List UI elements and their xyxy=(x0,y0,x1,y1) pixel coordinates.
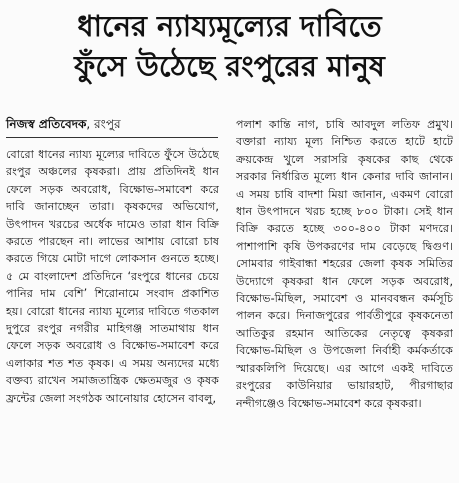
headline-line-2: ফুঁসে উঠেছে রংপুরের মানুষ xyxy=(74,49,385,83)
byline xyxy=(6,116,218,132)
article-text-right: পলাশ কান্তি নাগ, চাষি আবদুল লতিফ প্রমুখ। বক্তারা ন্যায্য মূল্য নিশ্চিত করতে হাটে হাটে ক্রয়কেন্দ্র খুলে সরাসরি কৃষকের কাছ থেকে সরকার নির্ধারিত মূল্যে ধান কেনার দাবি জানান। এ সময় চাষি বাদশা মিয়া জানান, একমণ বোরো ধান উৎপাদনে খরচ হচ্ছে ৮০০ টাকা। সেই ধান বিক্রি করতে হচ্ছে ৩০০-৪০০ টাকা মণদরে। পাশাপাশি কৃষি উপকরণের দাম বেড়েছে দ্বিগুণ। সোমবার গাইবান্ধা শহরের জেলা কৃষক সমিতির উদ্যোগে কৃষকরা ধান ফেলে সড়ক অবরোধ, বিক্ষোভ-মিছিল, সমাবেশ ও মানববন্ধন কর্মসূচি পালন করে। দিনাজপুরের পার্বতীপুরে কৃষকনেতা আতিকুর রহমান আতিকের নেতৃত্বে কৃষকরা বিক্ষোভ-মিছিল ও উপজেলা নির্বাহী কর্মকর্তাকে স্মারকলিপি দিয়েছে। এর আগে একই দাবিতে রংপুরের কাউনিয়ার ভায়ারহাট, পীরগাছার নন্দীগঞ্জেও বিক্ষোভ-সমাবেশ করে কৃষকরা। xyxy=(236,118,453,410)
headline xyxy=(6,6,453,86)
article-text-left: বোরো ধানের ন্যায্য মূল্যের দাবিতে ফুঁসে উঠেছে রংপুর অঞ্চলের কৃষকরা। প্রায় প্রতিদিনই ধান ফেলে সড়ক অবরোধ, বিক্ষোভ-সমাবেশ করে দাবি জানাচ্ছেন তারা। কৃষকদের অভিযোগ, উৎপাদন খরচের অর্ধেক দামেও তারা ধান বিক্রি করতে পারছেন না। লাভের আশায় বোরো চাষ করতে গিয়ে মোটা দাগে লোকসান গুনতে হচ্ছে। ৫ মে বাংলাদেশ প্রতিদিনে ‘রংপুরে ধানের চেয়ে পানির দাম বেশি’ শিরোনামে সংবাদ প্রকাশিত হয়। বোরো ধানের ন্যায্য মূল্যের দাবিতে গতকাল দুপুরে রংপুর নগরীর মাহিগঞ্জ সাতমাথায় ধান ফেলে সড়ক অবরোধ ও বিক্ষোভ-সমাবেশ করে এলাকার শত শত কৃষক। এ সময় অন্যদের মধ্যে বক্তব্য রাখেন সমাজতান্ত্রিক ক্ষেতমজুর ও কৃষক ফ্রন্টের জেলা সংগঠক আনোয়ার হোসেন বাবলু, xyxy=(6,148,219,405)
article-column-right xyxy=(236,116,453,480)
byline-divider xyxy=(6,137,218,138)
byline-location: , রংপুর xyxy=(86,117,121,131)
byline-reporter: নিজস্ব প্রতিবেদক xyxy=(6,117,87,131)
article-column-left xyxy=(6,146,219,480)
headline-line-1: ধানের ন্যায্যমূল্যের দাবিতে xyxy=(77,9,382,43)
